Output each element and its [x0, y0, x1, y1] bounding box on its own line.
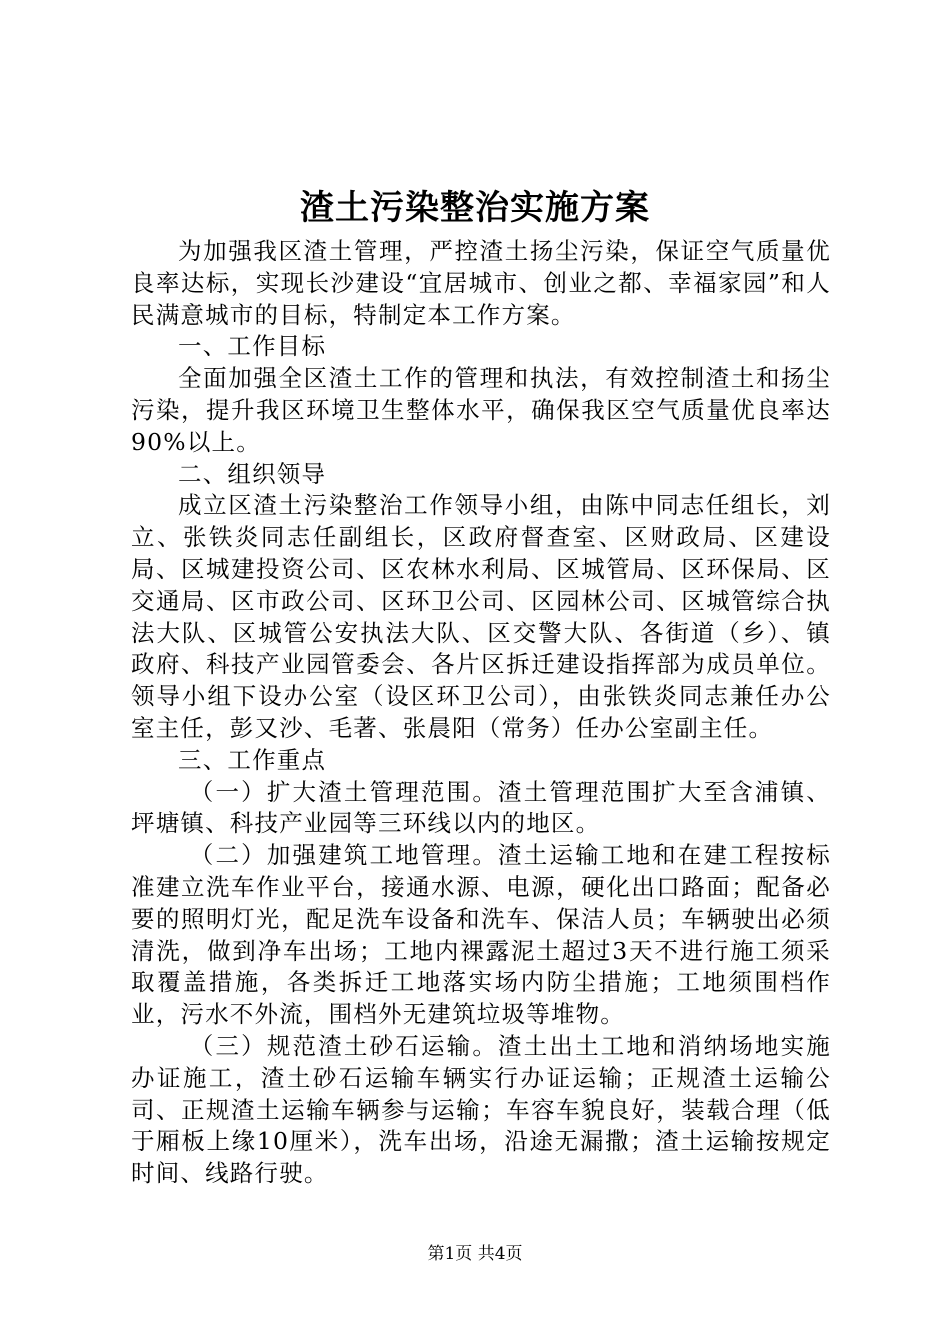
section-heading-goals: 一、工作目标	[178, 332, 327, 361]
organization-paragraph: 成立区渣土污染整治工作领导小组，由陈中同志任组长，刘立、张铁炎同志任副组长，区政府督查室、区财政局、区建设局、区城建投资公司、区农林水利局、区城管局、区环保局、区交通局、区市政公司、区环卫公司、区园林公司、区城管综合执法大队、区城管公安执法大队、区交警大队、各街道（乡）、镇政府、科技产业园管委会、各片区拆迁建设指挥部为成员单位。领导小组下设办公室（设区环卫公司），由张铁炎同志兼任办公室主任，彭又沙、毛著、张晨阳（常务）任办公室副主任。	[131, 491, 831, 742]
document-title: 渣土污染整治实施方案	[300, 188, 650, 228]
document-body	[131, 236, 831, 1190]
page-number-footer: 第1页 共4页	[427, 1244, 523, 1264]
key-work-item-1: （一）扩大渣土管理范围。渣土管理范围扩大至含浦镇、坪塘镇、科技产业园等三环线以内的地区。	[131, 777, 831, 838]
goals-paragraph: 全面加强全区渣土工作的管理和执法，有效控制渣土和扬尘污染，提升我区环境卫生整体水平，确保我区空气质量优良率达90%以上。	[131, 364, 831, 456]
key-work-item-3: （三）规范渣土砂石运输。渣土出土工地和消纳场地实施办证施工，渣土砂石运输车辆实行办证运输；正规渣土运输公司、正规渣土运输车辆参与运输；车容车貌良好，装载合理（低于厢板上缘10厘米），洗车出场，沿途无漏撒；渣土运输按规定时间、线路行驶。	[131, 1031, 831, 1188]
intro-paragraph: 为加强我区渣土管理，严控渣土扬尘污染，保证空气质量优良率达标，实现长沙建设“宜居城市、创业之都、幸福家园”和人民满意城市的目标，特制定本工作方案。	[131, 237, 831, 329]
key-work-item-2: （二）加强建筑工地管理。渣土运输工地和在建工程按标准建立洗车作业平台，接通水源、电源，硬化出口路面；配备必要的照明灯光，配足洗车设备和洗车、保洁人员；车辆驶出必须清洗，做到净车出场；工地内裸露泥土超过3天不进行施工须采取覆盖措施，各类拆迁工地落实场内防尘措施；工地须围档作业，污水不外流，围档外无建筑垃圾等堆物。	[131, 841, 831, 1029]
section-heading-key-work: 三、工作重点	[178, 745, 327, 774]
section-heading-organization: 二、组织领导	[178, 459, 327, 488]
